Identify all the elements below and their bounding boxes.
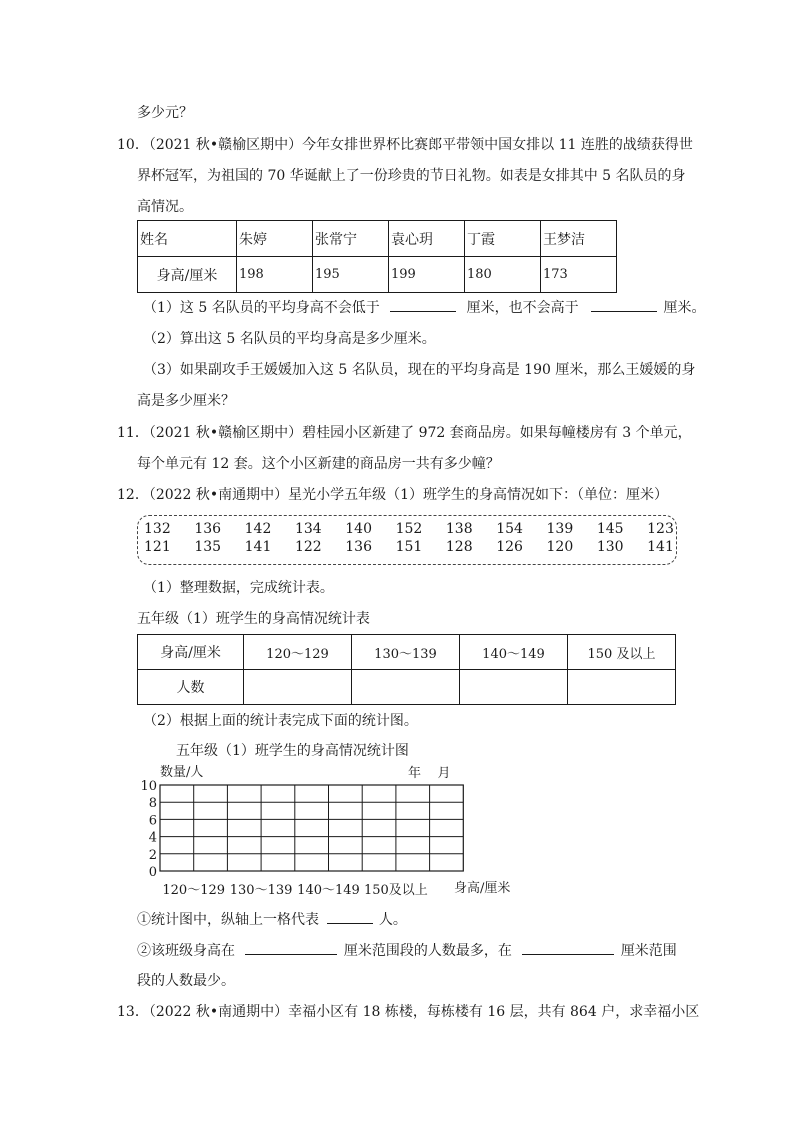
table-cell: 199 bbox=[389, 257, 465, 293]
answer-blank[interactable] bbox=[591, 297, 657, 312]
q10-table-header-row bbox=[138, 221, 617, 257]
q12-table-count-row bbox=[138, 670, 676, 705]
answer-blank[interactable] bbox=[522, 940, 614, 955]
y-tick-label: 6 bbox=[148, 813, 157, 829]
q10-sub2: （2）算出这 5 名队员的平均身高是多少厘米。 bbox=[143, 331, 436, 347]
data-value: 120 bbox=[546, 539, 574, 555]
x-axis-ticks bbox=[162, 883, 427, 898]
answer-cell[interactable] bbox=[244, 670, 352, 705]
answer-cell[interactable] bbox=[460, 670, 568, 705]
q11-line-2: 每个单元有 12 套。这个小区新建的商品房一共有多少幢？ bbox=[137, 456, 500, 472]
x-tick-label: 140～149 bbox=[297, 883, 360, 898]
table-cell: 张常宁 bbox=[313, 221, 389, 257]
q12-question-b-text-3: 厘米范围 bbox=[620, 943, 677, 959]
y-tick-label: 4 bbox=[148, 830, 157, 846]
answer-blank[interactable] bbox=[245, 940, 337, 955]
chart-grid[interactable] bbox=[160, 785, 463, 871]
table-cell: 173 bbox=[541, 257, 617, 293]
data-value: 135 bbox=[194, 539, 222, 555]
q12-question-a-text-2: 人。 bbox=[378, 912, 407, 928]
q12-question-a bbox=[137, 909, 407, 930]
table-cell: 120～129 bbox=[244, 635, 352, 670]
x-tick-label: 150及以上 bbox=[363, 883, 428, 898]
q12-question-b-line-2: 段的人数最少。 bbox=[137, 973, 235, 989]
y-axis-unit: 数量/人 bbox=[160, 765, 204, 780]
q13-line-1: 13．（2022 秋•南通期中）幸福小区有 18 栋楼，每栋楼有 16 层，共有 864 户，求幸福小区 bbox=[117, 1004, 700, 1020]
answer-cell[interactable] bbox=[568, 670, 676, 705]
q10-sub1 bbox=[143, 297, 706, 318]
q10-height-table bbox=[137, 220, 617, 293]
y-tick-label: 2 bbox=[148, 847, 157, 863]
data-value: 126 bbox=[496, 539, 523, 555]
table-cell: 130～139 bbox=[352, 635, 460, 670]
q12-table-header-row bbox=[138, 635, 676, 670]
table-cell: 198 bbox=[237, 257, 313, 293]
q12-data-row-1 bbox=[144, 521, 674, 537]
table-cell: 140～149 bbox=[460, 635, 568, 670]
q10-sub3-line-2: 高是多少厘米？ bbox=[137, 393, 235, 409]
data-value: 142 bbox=[244, 521, 272, 537]
q10-sub1-text-c: 厘米。 bbox=[663, 300, 706, 316]
data-value: 145 bbox=[596, 521, 624, 537]
q12-table-title: 五年级（1）班学生的身高情况统计表 bbox=[137, 611, 370, 627]
data-value: 134 bbox=[294, 521, 322, 537]
chart-plot-area[interactable] bbox=[160, 785, 463, 871]
q10-line-2: 界杯冠军，为祖国的 70 华诞献上了一份珍贵的节日礼物。如表是女排其中 5 名队员的身 bbox=[137, 168, 686, 184]
q12-sub1: （1）整理数据，完成统计表。 bbox=[143, 580, 334, 596]
data-value: 130 bbox=[596, 539, 624, 555]
table-cell: 人数 bbox=[138, 670, 244, 705]
answer-cell[interactable] bbox=[352, 670, 460, 705]
table-cell: 丁霞 bbox=[465, 221, 541, 257]
data-value: 141 bbox=[647, 539, 674, 555]
q10-line-1: 10．（2021 秋•赣榆区期中）今年女排世界杯比赛郎平带领中国女排以 11 连胜的战绩获得世 bbox=[117, 137, 693, 153]
table-cell: 王梦洁 bbox=[541, 221, 617, 257]
q12-stat-table bbox=[137, 634, 676, 705]
table-cell: 身高/厘米 bbox=[138, 635, 244, 670]
q9-tail: 多少元？ bbox=[137, 105, 193, 121]
q12-question-b-text-2: 厘米范围段的人数最多，在 bbox=[343, 943, 512, 959]
q10-line-3: 高情况。 bbox=[137, 199, 193, 215]
data-value: 140 bbox=[345, 521, 372, 537]
y-tick-label: 8 bbox=[148, 796, 157, 812]
data-value: 152 bbox=[395, 521, 423, 537]
date-label: 年 月 bbox=[408, 766, 451, 781]
chart-title: 五年级（1）班学生的身高情况统计图 bbox=[176, 743, 409, 759]
data-value: 136 bbox=[345, 539, 372, 555]
data-value: 132 bbox=[144, 521, 171, 537]
q12-data-row-2 bbox=[144, 539, 674, 555]
data-value: 128 bbox=[445, 539, 473, 555]
y-tick-label: 0 bbox=[148, 865, 157, 880]
q10-sub3-line-1: （3）如果副攻手王媛媛加入这 5 名队员，现在的平均身高是 190 厘米，那么王媛媛的身 bbox=[143, 362, 696, 378]
q10-sub1-text-a: （1）这 5 名队员的平均身高不会低于 bbox=[143, 300, 380, 316]
table-cell: 身高/厘米 bbox=[138, 257, 237, 293]
data-value: 139 bbox=[546, 521, 574, 537]
q10-sub1-text-b: 厘米，也不会高于 bbox=[466, 300, 579, 316]
q12-question-a-text-1: ①统计图中，纵轴上一格代表 bbox=[137, 912, 319, 928]
data-value: 154 bbox=[496, 521, 523, 537]
data-value: 136 bbox=[194, 521, 222, 537]
table-cell: 195 bbox=[313, 257, 389, 293]
answer-blank[interactable] bbox=[390, 297, 456, 312]
table-cell: 180 bbox=[465, 257, 541, 293]
q11-line-1: 11．（2021 秋•赣榆区期中）碧桂园小区新建了 972 套商品房。如果每幢楼房有 3 个单元， bbox=[117, 425, 692, 441]
table-cell: 姓名 bbox=[138, 221, 237, 257]
table-cell: 朱婷 bbox=[237, 221, 313, 257]
data-value: 138 bbox=[445, 521, 473, 537]
data-value: 122 bbox=[294, 539, 322, 555]
q12-question-b bbox=[137, 940, 677, 961]
x-tick-label: 120～129 bbox=[162, 883, 226, 898]
answer-blank[interactable] bbox=[327, 909, 373, 924]
q10-table-value-row bbox=[138, 257, 617, 293]
table-cell: 150 及以上 bbox=[568, 635, 676, 670]
q12-question-b-text-1: ②该班级身高在 bbox=[137, 943, 235, 959]
y-axis-ticks bbox=[140, 779, 157, 880]
x-axis-unit: 身高/厘米 bbox=[454, 881, 511, 896]
table-cell: 袁心玥 bbox=[389, 221, 465, 257]
data-value: 121 bbox=[144, 539, 171, 555]
height-bar-chart bbox=[130, 735, 540, 900]
data-value: 123 bbox=[647, 521, 674, 537]
data-value: 141 bbox=[244, 539, 272, 555]
x-tick-label: 130～139 bbox=[229, 883, 293, 898]
data-value: 151 bbox=[395, 539, 423, 555]
q12-sub2: （2）根据上面的统计表完成下面的统计图。 bbox=[143, 713, 418, 729]
q12-line-1: 12．（2022 秋•南通期中）星光小学五年级（1）班学生的身高情况如下：（单位：厘米） bbox=[117, 487, 669, 503]
y-tick-label: 10 bbox=[140, 779, 157, 794]
